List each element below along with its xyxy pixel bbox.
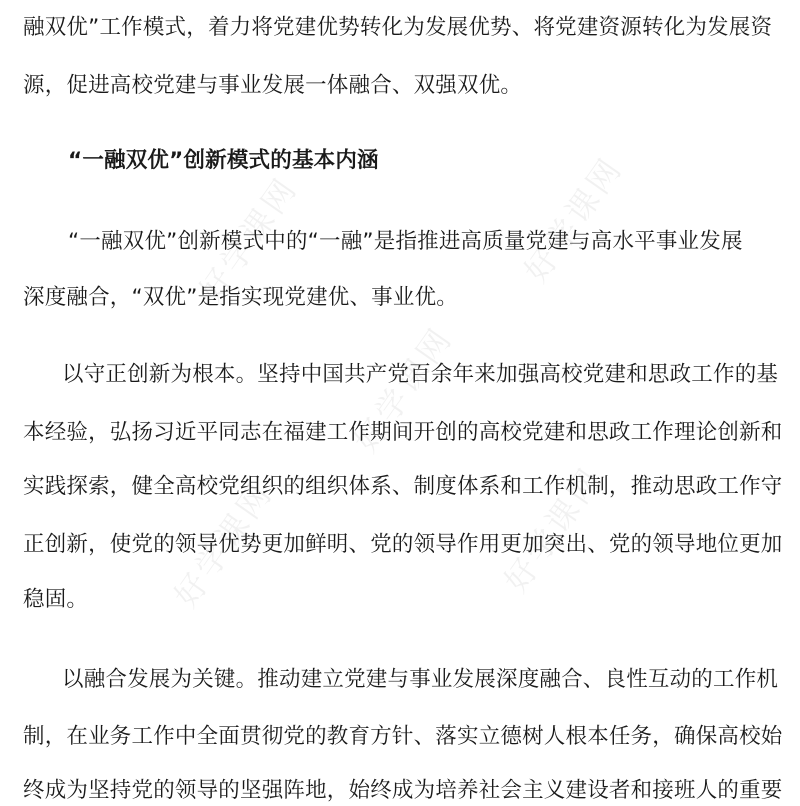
text-line: 稳固。 bbox=[23, 587, 89, 612]
watermark-3: 好学课网 bbox=[346, 319, 461, 460]
text-line: 以融合发展为关键。推动建立党建与事业发展深度融合、良性互动的工作机 bbox=[62, 667, 779, 692]
text-line: 深度融合，“双优”是指实现党建优、事业优。 bbox=[23, 285, 458, 310]
text-line: 本经验，弘扬习近平同志在福建工作期间开创的高校党建和思政工作理论创新和 bbox=[23, 420, 783, 445]
text-line: 制，在业务工作中全面贯彻党的教育方针、落实立德树人根本任务，确保高校始 bbox=[23, 724, 783, 749]
text-line: 实践探索，健全高校党组织的组织体系、制度体系和工作机制，推动思政工作守 bbox=[23, 474, 783, 499]
watermark-1: 好学课网 bbox=[191, 169, 306, 310]
watermark-5: 好学课网 bbox=[166, 474, 281, 615]
text-line: 正创新，使党的领导优势更加鲜明、党的领导作用更加突出、党的领导地位更加 bbox=[23, 532, 783, 557]
text-line: 源，促进高校党建与事业发展一体融合、双强双优。 bbox=[23, 73, 523, 98]
section-heading: “一融双优”创新模式的基本内涵 bbox=[68, 148, 379, 173]
text-line: 终成为坚持党的领导的坚强阵地，始终成为培养社会主义建设者和接班人的重要 bbox=[23, 778, 783, 803]
text-line: 融双优”工作模式，着力将党建优势转化为发展优势、将党建资源转化为发展资 bbox=[23, 15, 773, 40]
watermark-2: 好学课网 bbox=[516, 149, 631, 290]
watermark-4: 好学课网 bbox=[496, 459, 611, 600]
text-line: “一融双优”创新模式中的“一融”是指推进高质量党建与高水平事业发展 bbox=[68, 229, 743, 254]
text-line: 以守正创新为根本。坚持中国共产党百余年来加强高校党建和思政工作的基 bbox=[62, 362, 779, 387]
